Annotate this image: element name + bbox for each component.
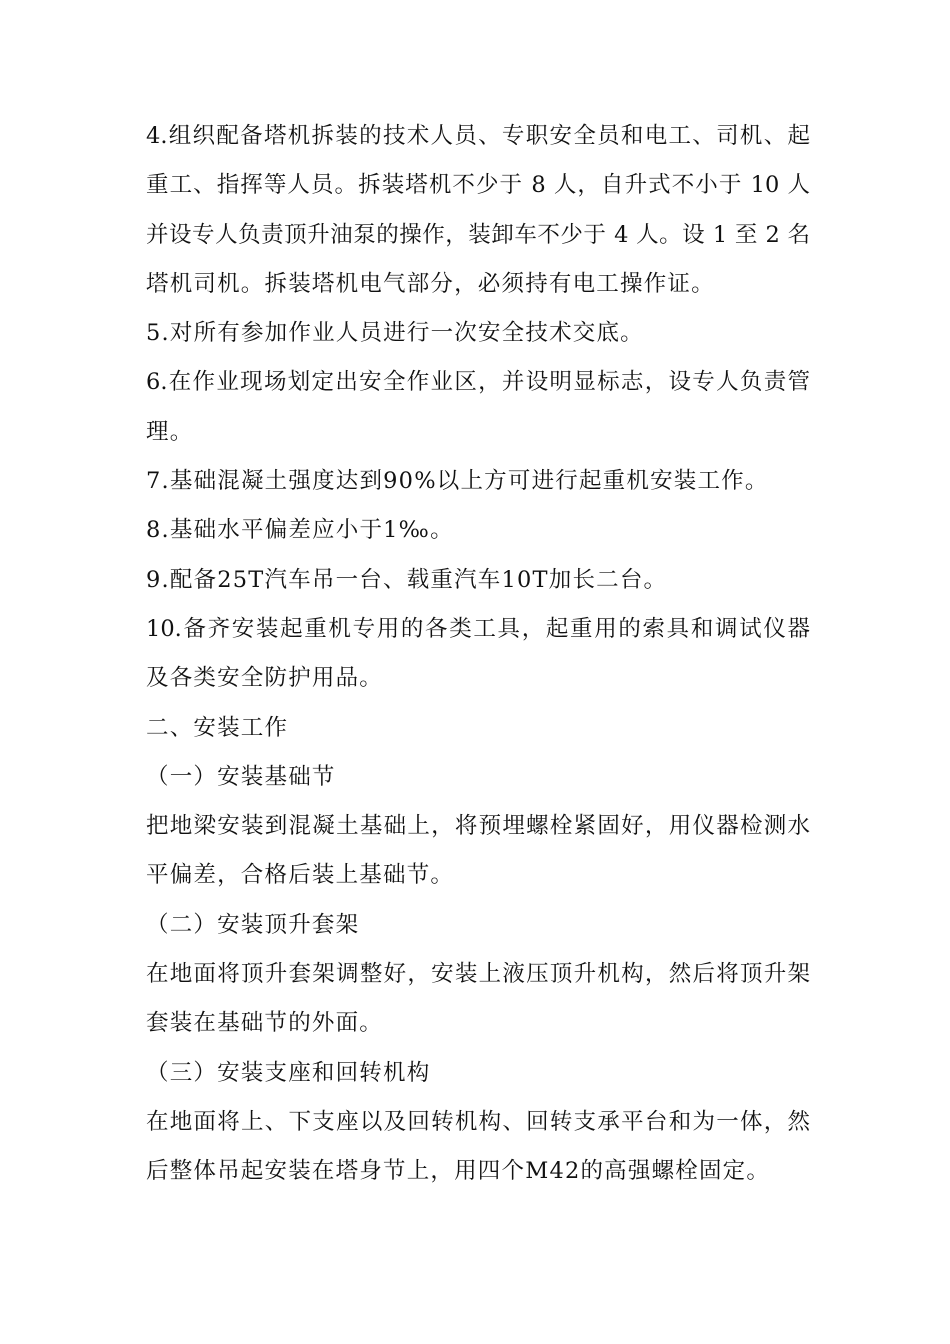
- text-line: 套装在基础节的外面。: [146, 1010, 384, 1037]
- text-line: 重工、指挥等人员。拆装塔机不少于 8 人，自升式不小于 10 人: [146, 172, 810, 199]
- subsection-heading: （一）安装基础节: [146, 763, 336, 790]
- section-heading: 二、安装工作: [146, 714, 289, 741]
- document-page: [146, 112, 810, 1197]
- text-line: 在地面将上、下支座以及回转机构、回转支承平台和为一体，然: [146, 1108, 810, 1135]
- text-line: 后整体吊起安装在塔身节上，用四个M42的高强螺栓固定。: [146, 1158, 771, 1185]
- text-line: 平偏差，合格后装上基础节。: [146, 862, 455, 889]
- subsection-heading: （二）安装顶升套架: [146, 911, 360, 938]
- subsection-heading: （三）安装支座和回转机构: [146, 1059, 431, 1086]
- text-line: 及各类安全防护用品。: [146, 665, 384, 692]
- text-line: 理。: [146, 418, 194, 445]
- text-line: 并设专人负责顶升油泵的操作，装卸车不少于 4 人。设 1 至 2 名: [146, 221, 810, 248]
- text-line: 7.基础混凝土强度达到90%以上方可进行起重机安装工作。: [146, 468, 769, 495]
- text-line: 塔机司机。拆装塔机电气部分，必须持有电工操作证。: [146, 270, 715, 297]
- text-line: 把地梁安装到混凝土基础上，将预埋螺栓紧固好，用仪器检测水: [146, 813, 810, 840]
- text-line: 6.在作业现场划定出安全作业区，并设明显标志，设专人负责管: [146, 369, 810, 396]
- text-line: 10.备齐安装起重机专用的各类工具，起重用的索具和调试仪器: [146, 615, 810, 642]
- text-line: 4.组织配备塔机拆装的技术人员、专职安全员和电工、司机、起: [146, 123, 810, 149]
- text-line: 8.基础水平偏差应小于1‰。: [146, 517, 454, 544]
- text-line: 5.对所有参加作业人员进行一次安全技术交底。: [146, 320, 644, 347]
- text-line: 在地面将顶升套架调整好，安装上液压顶升机构，然后将顶升架: [146, 961, 810, 988]
- text-line: 9.配备25T汽车吊一台、载重汽车10T加长二台。: [146, 566, 668, 593]
